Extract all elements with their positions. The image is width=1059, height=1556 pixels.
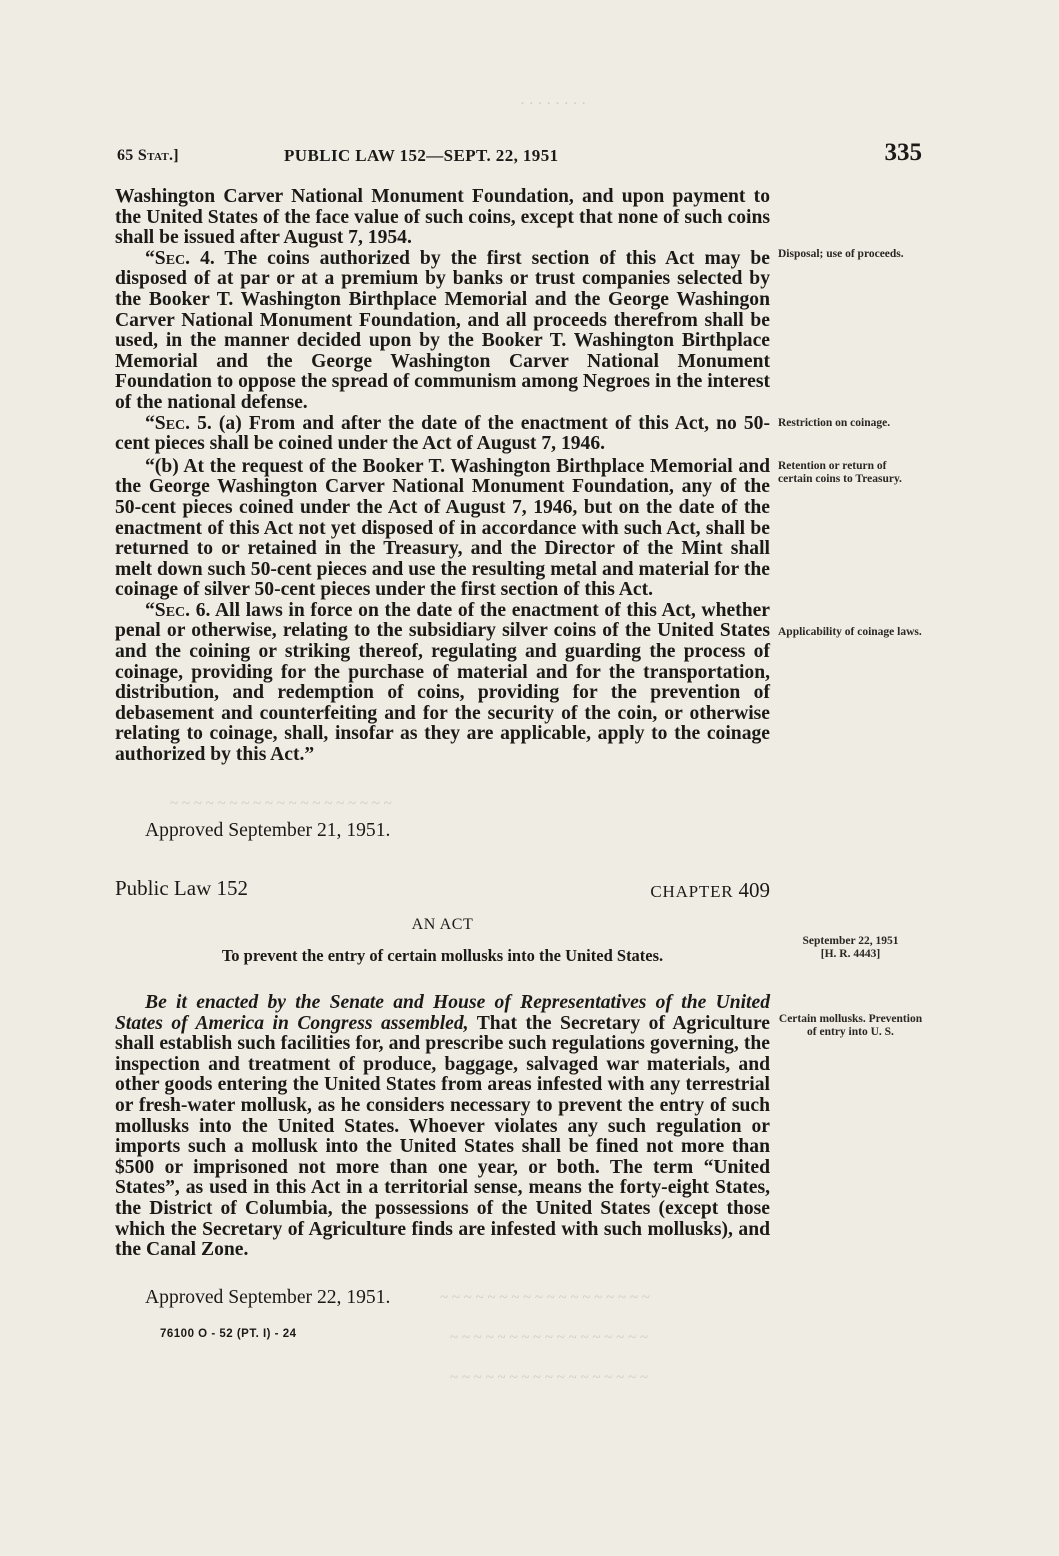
- bleed-through-text: · · · · · · · ·: [520, 96, 587, 112]
- enacting-text: [115, 993, 770, 1261]
- bleed-through-text: ~ ~ ~ ~ ~ ~ ~ ~ ~ ~ ~ ~ ~ ~ ~ ~ ~: [450, 1370, 648, 1386]
- margin-note-disposal: Disposal; use of proceeds.: [778, 248, 904, 260]
- section-4: “Sec. 4. The coins authorized by the first section of this Act may be disposed of at par or at a premium by banks or trust companies selected by the Booker T. Washington Birthplace Memorial and the George Washingon Carver National Monument Foundation, and all proceeds therefrom shall be used, in the manner decided upon by the Booker T. Washington Birthplace Memorial and the George Washington Carver National Monument Foundation to oppose the spread of communism among Negroes in the interest of the national defense.: [115, 247, 770, 413]
- paragraph: Washington Carver National Monument Foundation, and upon payment to the United States of the face value of such coins, except that none of such coins shall be issued after August 7, 1954.: [115, 186, 770, 249]
- margin-note-applicability: Applicability of coinage laws.: [778, 626, 922, 638]
- bleed-through-text: ~ ~ ~ ~ ~ ~ ~ ~ ~ ~ ~ ~ ~ ~ ~ ~ ~ ~: [440, 1290, 650, 1306]
- bleed-through-text: ~ ~ ~ ~ ~ ~ ~ ~ ~ ~ ~ ~ ~ ~ ~ ~ ~ ~ ~: [170, 796, 392, 812]
- print-code: 76100 O - 52 (PT. I) - 24: [160, 1328, 297, 1340]
- act-purpose: To prevent the entry of certain mollusks into the United States.: [221, 946, 664, 965]
- act-title: AN ACT: [411, 916, 474, 933]
- margin-note-bill: [H. R. 4443]: [820, 948, 881, 960]
- page-number: 335: [884, 139, 922, 166]
- bleed-through-text: ~ ~ ~ ~ ~ ~ ~ ~ ~ ~ ~ ~ ~ ~ ~ ~ ~: [450, 1330, 648, 1346]
- law-heading: [115, 876, 770, 902]
- section-6: “Sec. 6. All laws in force on the date of the enactment of this Act, whether penal or otherwise, relating to the subsidiary silver coins of the United States and the coining or striking thereof, regulating and guarding the process of coinage, providing for the purchase of material and for the transportation, distribution, and redemption of coins, providing for the prevention of debasement and counterfeiting and for the security of the coin, or otherwise relating to coinage, shall, insofar as they are applicable, apply to the coinage authorized by this Act.”: [115, 599, 770, 766]
- margin-note-restriction: Restriction on coinage.: [778, 417, 891, 429]
- continued-act-text: [115, 187, 770, 766]
- header-title: PUBLIC LAW 152—SEPT. 22, 1951: [284, 146, 559, 165]
- approval-date: Approved September 21, 1951.: [145, 820, 391, 841]
- section-5b: “(b) At the request of the Booker T. Washington Birthplace Memorial and the George Washington Carver National Monument Foundation, any of the 50-cent pieces coined under the Act of August 7, 1946, but on the date of the enactment of this Act not yet disposed of in accordance with such Act, shall be returned to or retained in the Treasury, and the Director of the Mint shall melt down such 50-cent pieces and use the resulting metal and material for the coinage of silver 50-cent pieces under the first section of this Act.: [115, 455, 770, 601]
- section-5a: “Sec. 5. (a) From and after the date of the enactment of this Act, no 50-cent pieces shall be coined under the Act of August 7, 1946.: [115, 412, 770, 455]
- enacting-clause: Be it enacted by the Senate and House of Representatives of the United States of America in Congress assembled,: [115, 992, 770, 1034]
- approval-date-2: Approved September 22, 1951.: [145, 1287, 391, 1308]
- margin-note-mollusks: Certain mollusks. Prevention of entry into U. S.: [778, 1013, 923, 1038]
- margin-note-retention: Retention or return of certain coins to Treasury.: [778, 460, 902, 485]
- public-law-number: Public Law 152: [115, 876, 248, 900]
- running-header: [117, 139, 922, 173]
- margin-note-date: September 22, 1951: [802, 935, 899, 947]
- chapter-number: CHAPTER 409: [650, 878, 770, 902]
- statute-volume: 65 Stat.]: [117, 147, 179, 164]
- enacting-paragraph: Be it enacted by the Senate and House of Representatives of the United States of America in Congress assembled, That the Secretary of Agriculture shall establish such facilities for, and prescribe such regulations governing, the inspection and treatment of produce, baggage, salvaged war materials, and other goods entering the United States from areas infested with any terrestrial or fresh-water mollusk, as he considers necessary to prevent the entry of such mollusks into the United States. Whoever violates any such regulation or imports such a mollusk into the United States shall be fined not more than $500 or imprisoned not more than one year, or both. The term “United States”, as used in this Act in a territorial sense, means the forty-eight States, the District of Columbia, the possessions of the United States (except those which the Secretary of Agriculture finds are infested with such mollusks), and the Canal Zone.: [115, 992, 770, 1261]
